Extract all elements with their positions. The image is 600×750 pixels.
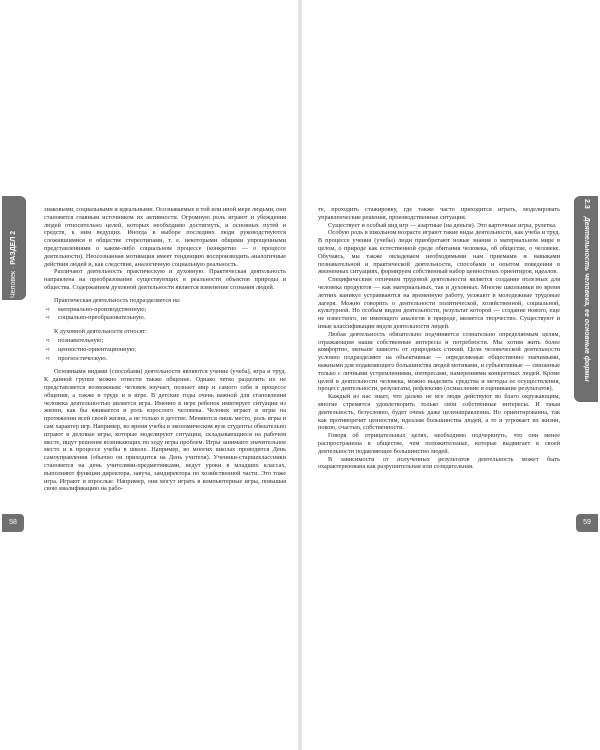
page-number-right: 59 <box>576 514 598 532</box>
tab-section-label: РАЗДЕЛ 2 <box>10 230 17 265</box>
section-tab-right <box>574 196 598 402</box>
paragraph: Говоря об отрицательных целях, необходимо подчеркнуть, что они менее распространены в обществе, чем положительные, которые выдвигает в своей деятельности подавляющее большинство людей. <box>318 432 560 455</box>
practical-activity-list <box>44 306 286 324</box>
section-number: 2.3 <box>583 199 590 209</box>
paragraph: Специфическим отличием трудовой деятельности является создание полезных для человека продуктов — как материальных, так и духовных. Многие школьники во время летних каникул устраиваются на временную работу, уезжают в молодежные трудовые лагеря. Можно говорить о деятельности политической, хозяйственной, социальной, культурной. Но особым видом деятельности, результат которой — создание нового, еще не известного, не имеющего аналогов в природе, является творчество. Существуют и иные классификации видов деятельности людей. <box>318 276 560 330</box>
section-tab-left <box>2 196 26 300</box>
paragraph: те, проходить стажировку, где также часто приходится играть, моделировать управленческие решения, производственные ситуации. <box>318 206 560 221</box>
list-item: ➪ материально-производственную; <box>46 305 147 313</box>
paragraph: Различают деятельность практическую и духовную. Практическая деятельность направлена на преобразование существующих в реальности объектов природы и общества. Содержанием духовной деятельности является изменение сознания людей. <box>44 268 286 291</box>
paragraph: Особую роль в школьном возрасте играют такие виды деятельности, как учеба и труд. В процессе учения (учебы) люди приобретают новые знания о материальном мире в целом, о природе как естественной среде обитания человека, об обществе, о человеке. Обучаясь, мы также овладеваем необходимыми нам приемами и навыками познавательной и практической деятельности, способами и опытом поведения в жизненных ситуациях, формируем собственный набор ценностных ориентиров, идеалов. <box>318 229 560 276</box>
arrow-bullet-icon: ➪ <box>46 346 51 353</box>
arrow-bullet-icon: ➪ <box>46 315 51 322</box>
section-title: Деятельность человека, ее основные формы <box>583 216 590 382</box>
list-item: ➪ познавательную; <box>46 336 104 344</box>
arrow-bullet-icon: ➪ <box>46 337 51 344</box>
paragraph: К духовной деятельности относят: <box>54 328 147 336</box>
paragraph: знаковыми, социальными и идеальными. Осознаваемые в той или иной мере людьми, они становятся главным источником их активности. Огромную роль играют и убеждения людей относительно целей, которых необходимо достигнуть, и основных путей и средств, к ним ведущих. Иногда в выборе последних люди руководствуются сложившимися в обществе стереотипами, т. е. некоторыми общими упрощенными представлениями о каком-либо социальном процессе (конкретно — о процессе деятельности). Неосознанная мотивация имеет тенденцию воспроизводить аналогичные действия людей и, как следствие, аналогичную социальную реальность. <box>44 206 286 268</box>
list-item: ➪ ценностно-ориентационную; <box>46 345 137 353</box>
right-page-text <box>318 206 560 550</box>
page-number-left: 58 <box>2 514 24 532</box>
list-item: ➪ социально-преобразовательную. <box>46 314 146 322</box>
paragraph: Основными видами (способами) деятельности являются учение (учеба), игра и труд. К данной группе можно отнести также общение. Однако четко разделить их не представляется возможным: человек изучает, познает мир и самого себя в процессе общения, а также в труде и в игре. В детские годы очень важной для становления человека деятельностью является игра. Именно в игре ребенок имитирует ситуации из жизни, как бы вживается в роль взрослого человека. Человек играет в игры на протяжении всей своей жизни, а не только в детстве. Меняются лишь место, роль игры и сам характер игр. Например, во время учебы в экономическом вузе студенты обязательно играют в деловые игры, которые моделируют ситуации, складывающиеся на рабочем месте, ищут решения возникающих по ходу игры проблем. Игры занимают значительное место и в процессе учебы в школе. Например, во многих школах проводится День самоуправления (обычно он приходится на День учителя). Ученики-старшеклассники становятся на день учителями-предметниками, ведут уроки в младших классах, выполняют функции директора, завуча, замдиректора по хозяйственной части. Это тоже игра. Играют и взрослые. Например, они могут играть в компьютерные игры, повышая свою квалификацию на рабо- <box>44 368 286 493</box>
spiritual-activity-list <box>44 337 286 363</box>
paragraph: Существует и особый вид игр — азартные (на деньги). Это карточные игры, рулетка. <box>328 221 557 229</box>
paragraph: Любая деятельность обязательно подчиняется сознательно определяемым целям, отражающим наши собственные интересы и потребности. Мы хотим жить более комфортно, меньше зависеть от природных стихий. Цели человеческой деятельности условно подразделяют на объективные — определяемые общественно значимыми, важными для подавляющего большинства людей мотивами, и субъективные — связанные только с личными устремлениями, интересами, намерениями конкретных людей. Кроме целей в деятельности человека, можно выделить средства и методы ее осуществления, процесс деятельности, результаты, рефлексию (осмысление и оценивание результатов). <box>318 330 560 393</box>
paragraph: Практическая деятельность подразделяется на: <box>54 296 181 304</box>
arrow-bullet-icon: ➪ <box>46 306 51 313</box>
book-gutter <box>298 0 302 750</box>
arrow-bullet-icon: ➪ <box>46 355 51 362</box>
paragraph: В зависимости от полученных результатов деятельность может быть охарактеризована как разрушительная или созидательная. <box>318 455 560 471</box>
left-page-text <box>44 206 286 550</box>
tab-prefix: Человек · <box>10 264 17 298</box>
list-item: ➪ прогностическую. <box>46 354 108 362</box>
paragraph: Каждый из нас знает, что далеко не все люди действуют во благо окружающим, многие стремятся удовлетворить только свои собственные интересы. И такая деятельность, безусловно, будет очень даже целенаправленна. Но ориентированна, так как противоречит ценностям, идеалам большинства людей, а то и угрожает их жизни, покою, счастью, собственности. <box>318 393 560 432</box>
